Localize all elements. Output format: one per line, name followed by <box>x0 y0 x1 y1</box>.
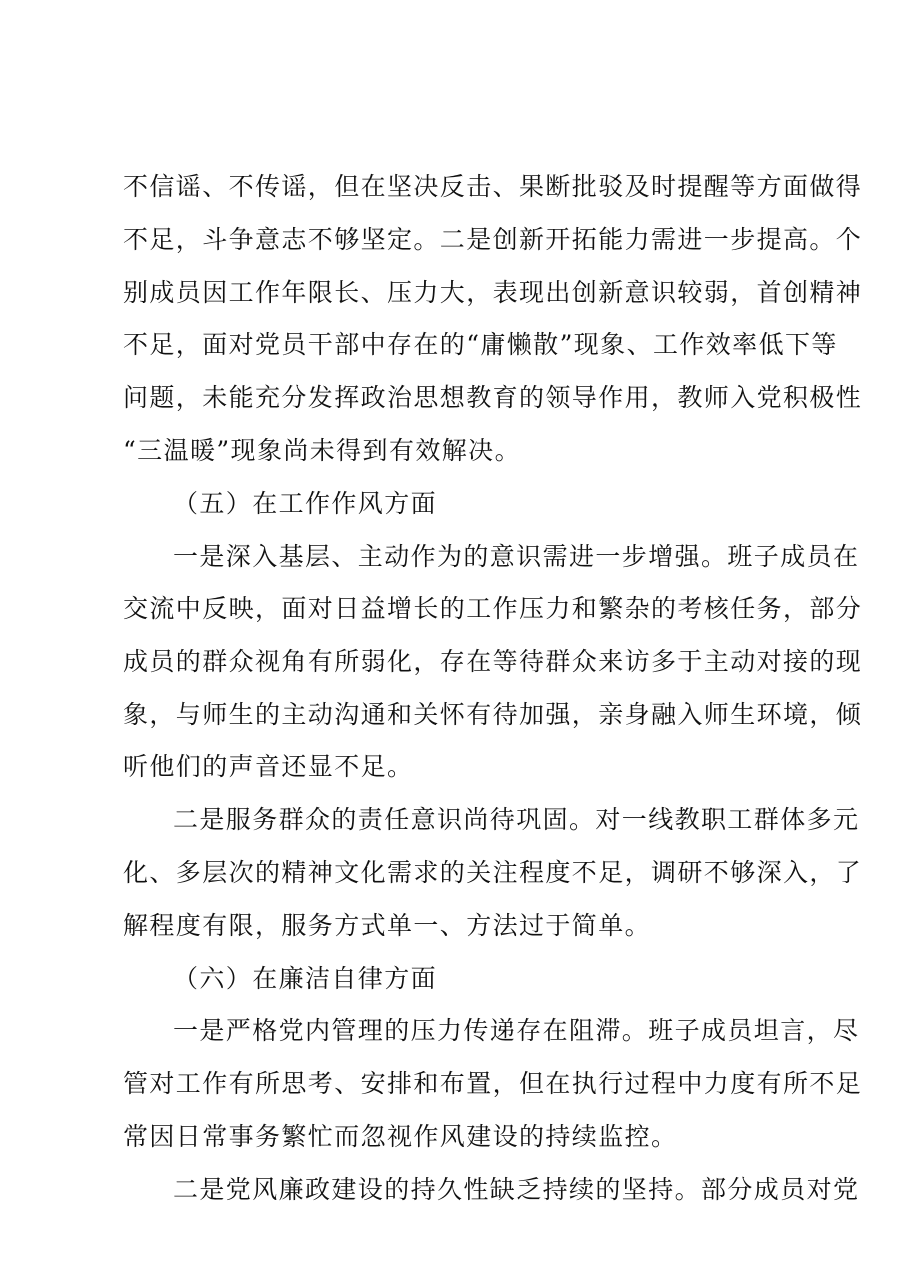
paragraph-line: 管对工作有所思考、安排和布置，但在执行过程中力度有所不足 <box>123 1069 863 1098</box>
paragraph-line: 不足，面对党员干部中存在的“庸懒散”现象、工作效率低下等 <box>123 330 838 359</box>
paragraph-line: 象，与师生的主动沟通和关怀有待加强，亲身融入师生环境，倾 <box>123 700 863 729</box>
paragraph-line: 交流中反映，面对日益增长的工作压力和繁杂的考核任务，部分 <box>123 594 863 623</box>
paragraph-line: 听他们的声音还显不足。 <box>123 752 414 781</box>
paragraph-line: 问题，未能充分发挥政治思想教育的领导作用，教师入党积极性 <box>123 383 863 412</box>
paragraph-line: 别成员因工作年限长、压力大，表现出创新意识较弱，首创精神 <box>123 278 863 307</box>
paragraph-line: 不信谣、不传谣，但在坚决反击、果断批驳及时提醒等方面做得 <box>123 172 863 201</box>
paragraph-line: 化、多层次的精神文化需求的关注程度不足，调研不够深入，了 <box>123 858 863 887</box>
paragraph-line: 成员的群众视角有所弱化，存在等待群众来访多于主动对接的现 <box>123 647 863 676</box>
paragraph-line: 二是党风廉政建设的持久性缺乏持续的坚持。部分成员对党 <box>173 1175 860 1204</box>
paragraph-line: 一是严格党内管理的压力传递存在阻滞。班子成员坦言，尽 <box>173 1016 860 1045</box>
paragraph-line: 解程度有限，服务方式单一、方法过于简单。 <box>123 911 652 940</box>
section-heading: （六）在廉洁自律方面 <box>173 964 438 993</box>
section-heading: （五）在工作作风方面 <box>173 489 438 518</box>
paragraph-line: “三温暖”现象尚未得到有效解决。 <box>123 436 521 465</box>
paragraph-line: 二是服务群众的责任意识尚待巩固。对一线教职工群体多元 <box>173 805 860 834</box>
paragraph-line: 常因日常事务繁忙而忽视作风建设的持续监控。 <box>123 1122 678 1151</box>
paragraph-line: 一是深入基层、主动作为的意识需进一步增强。班子成员在 <box>173 542 860 571</box>
paragraph-line: 不足，斗争意志不够坚定。二是创新开拓能力需进一步提高。个 <box>123 225 863 254</box>
